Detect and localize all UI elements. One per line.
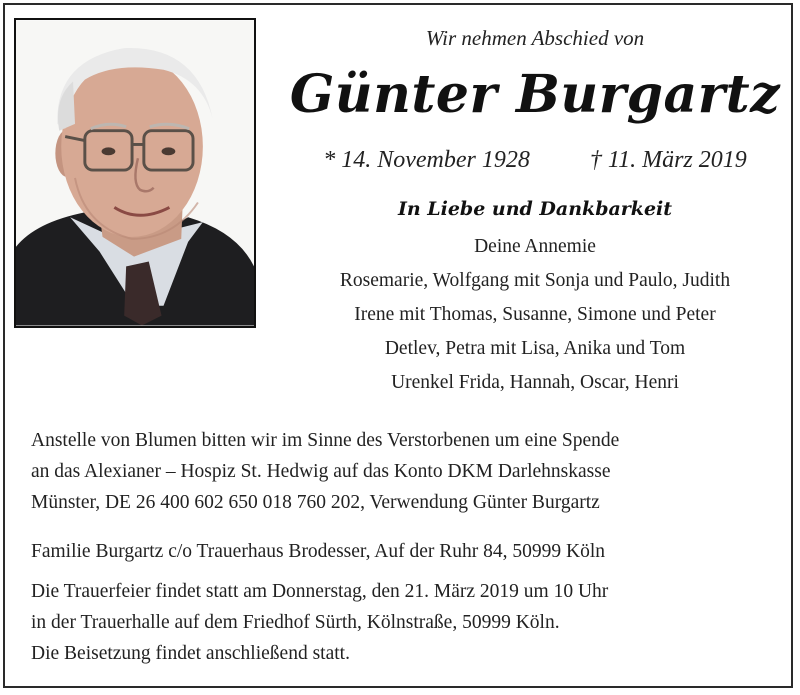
portrait-photo bbox=[14, 18, 256, 328]
family-address bbox=[31, 536, 771, 567]
donation-line: Anstelle von Blumen bitten wir im Sinne des Verstorbenen um eine Spende bbox=[31, 430, 620, 451]
mourner-line: Deine Annemie bbox=[474, 236, 596, 257]
donation-paragraph bbox=[31, 425, 771, 518]
death-date: † 11. März 2019 bbox=[589, 147, 747, 173]
donation-line: an das Alexianer – Hospiz St. Hedwig auf das Konto DKM Darlehnskasse bbox=[31, 461, 611, 482]
donation-line: Münster, DE 26 400 602 650 018 760 202, Verwendung Günter Burgartz bbox=[31, 492, 600, 513]
intro-line: Wir nehmen Abschied von bbox=[425, 26, 645, 50]
mourner-line: Rosemarie, Wolfgang mit Sonja und Paulo, Judith bbox=[339, 270, 731, 291]
birth-date: * 14. November 1928 bbox=[323, 147, 530, 173]
ceremony-paragraph bbox=[31, 576, 771, 669]
mourner-line: Detlev, Petra mit Lisa, Anika und Tom bbox=[384, 338, 686, 359]
ceremony-line: in der Trauerhalle auf dem Friedhof Sürth, Kölnstraße, 50999 Köln. bbox=[31, 612, 560, 633]
mourner-line: Urenkel Frida, Hannah, Oscar, Henri bbox=[391, 372, 679, 393]
family-address-line: Familie Burgartz c/o Trauerhaus Brodesser, Auf der Ruhr 84, 50999 Köln bbox=[31, 541, 606, 562]
life-dates bbox=[270, 147, 800, 174]
mourners-list bbox=[270, 230, 800, 400]
ceremony-line: Die Trauerfeier findet statt am Donnerstag, den 21. März 2019 um 10 Uhr bbox=[31, 581, 609, 602]
dedication: In Liebe und Dankbarkeit bbox=[397, 198, 673, 220]
ceremony-line: Die Beisetzung findet anschließend statt. bbox=[31, 643, 350, 664]
deceased-name: Günter Burgartz bbox=[289, 64, 781, 125]
mourner-line: Irene mit Thomas, Susanne, Simone und Peter bbox=[354, 304, 716, 325]
